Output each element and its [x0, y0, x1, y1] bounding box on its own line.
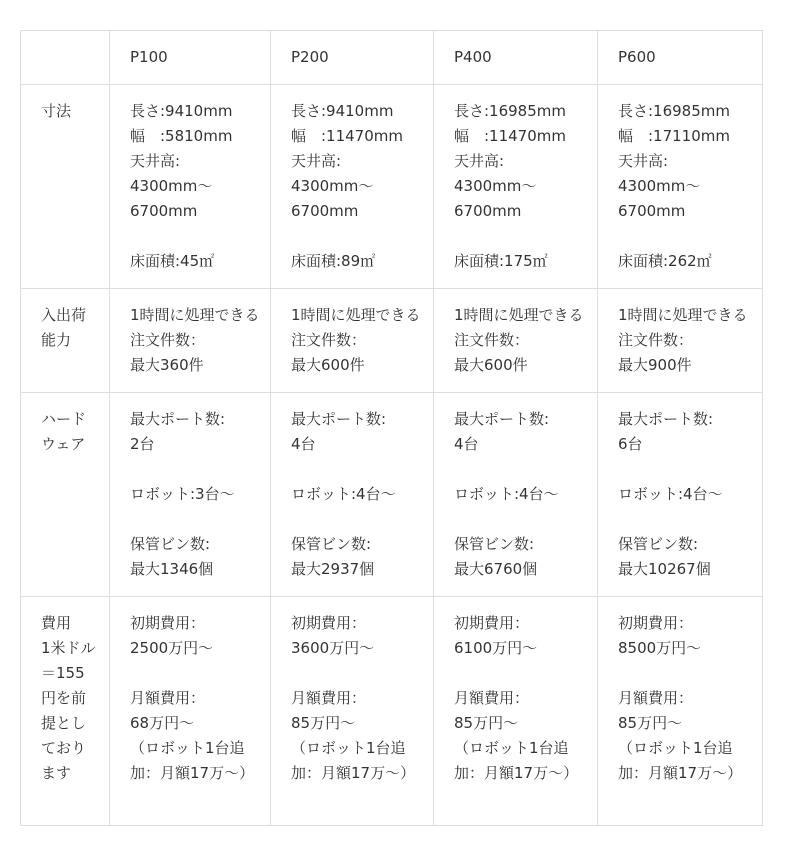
table-cell: 1時間に処理できる注文件数： 最大600件	[271, 289, 434, 393]
table-row-throughput	[21, 289, 763, 393]
table-cell: 初期費用： 8500万円〜 月額費用： 85万円〜 （ロボット1台追加：月額17万〜）	[598, 597, 763, 826]
table-row-dimensions	[21, 85, 763, 289]
row-label-throughput: 入出荷能力	[21, 289, 110, 393]
table-cell: 最大ポート数: 2台 ロボット:3台〜 保管ビン数: 最大1346個	[110, 393, 271, 597]
table-cell: 長さ:16985mm 幅 :17110mm 天井高: 4300mm〜 6700mm 床面積:262㎡	[598, 85, 763, 289]
header-cell-p200: P200	[271, 31, 434, 85]
table-header-row	[21, 31, 763, 85]
header-cell-p400: P400	[434, 31, 598, 85]
table-cell: 長さ:9410mm 幅 :5810mm 天井高: 4300mm〜 6700mm 床面積:45㎡	[110, 85, 271, 289]
header-cell-empty	[21, 31, 110, 85]
table-cell: 初期費用： 2500万円〜 月額費用： 68万円〜 （ロボット1台追加：月額17万〜）	[110, 597, 271, 826]
table-row-hardware	[21, 393, 763, 597]
table-row-cost	[21, 597, 763, 826]
header-cell-p100: P100	[110, 31, 271, 85]
table-cell: 長さ:9410mm 幅 :11470mm 天井高: 4300mm〜 6700mm 床面積:89㎡	[271, 85, 434, 289]
table-cell: 1時間に処理できる注文件数： 最大600件	[434, 289, 598, 393]
table-cell: 長さ:16985mm 幅 :11470mm 天井高: 4300mm〜 6700mm 床面積:175㎡	[434, 85, 598, 289]
table-cell: 1時間に処理できる注文件数： 最大900件	[598, 289, 763, 393]
table-cell: 初期費用： 3600万円〜 月額費用： 85万円〜 （ロボット1台追加：月額17万〜）	[271, 597, 434, 826]
table-cell: 最大ポート数: 6台 ロボット:4台〜 保管ビン数: 最大10267個	[598, 393, 763, 597]
table-cell: 1時間に処理できる注文件数： 最大360件	[110, 289, 271, 393]
table-cell: 最大ポート数: 4台 ロボット:4台〜 保管ビン数: 最大2937個	[271, 393, 434, 597]
table-cell: 最大ポート数: 4台 ロボット:4台〜 保管ビン数: 最大6760個	[434, 393, 598, 597]
table-cell: 初期費用： 6100万円〜 月額費用： 85万円〜 （ロボット1台追加：月額17万〜）	[434, 597, 598, 826]
row-label-hardware: ハードウェア	[21, 393, 110, 597]
row-label-dimensions: 寸法	[21, 85, 110, 289]
row-label-cost: 費用 1米ドル＝155円を前提としております	[21, 597, 110, 826]
spec-comparison-table	[20, 30, 763, 826]
header-cell-p600: P600	[598, 31, 763, 85]
